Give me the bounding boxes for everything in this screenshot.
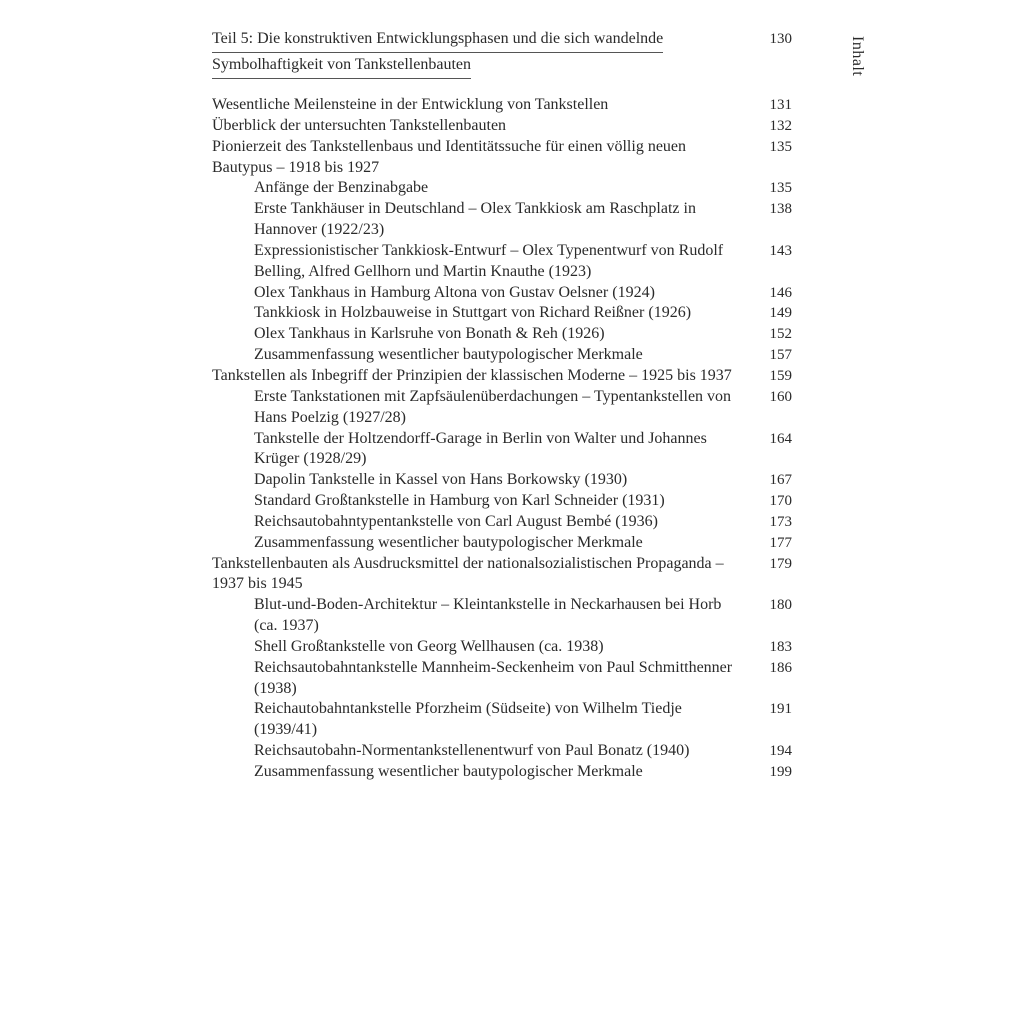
toc-subentry (212, 595, 792, 637)
toc-subentry (212, 241, 792, 283)
toc-entry (212, 95, 792, 116)
part-page-number: 130 (769, 31, 792, 47)
toc-entry-page: 183 (769, 638, 792, 655)
part-heading-line-2 (212, 54, 792, 80)
toc-entry-page: 131 (769, 97, 792, 113)
toc-entry-page: 177 (769, 534, 792, 551)
toc-subentry (212, 429, 792, 471)
toc-entry (212, 137, 792, 179)
toc-entry-title: Tankstellen als Inbegriff der Prinzipien der klassischen Moderne – 1925 bis 1937 (212, 366, 732, 384)
toc-entry-page: 167 (769, 472, 792, 489)
toc-entry-title: Reichautobahntankstelle Pforzheim (Südseite) von Wilhelm Tiedje (1939/41) (254, 700, 682, 739)
toc-entry-page: 194 (769, 743, 792, 760)
toc-subentry (212, 699, 792, 741)
toc-entry-page: 143 (769, 242, 792, 259)
toc-entry-title: Wesentliche Meilensteine in der Entwicklung von Tankstellen (212, 96, 609, 113)
toc-entry-title: Dapolin Tankstelle in Kassel von Hans Borkowsky (1930) (254, 471, 628, 489)
toc-entry-title: Shell Großtankstelle von Georg Wellhausen (ca. 1938) (254, 637, 604, 655)
toc-entry-page: 173 (769, 513, 792, 530)
toc-entry-page: 164 (769, 430, 792, 447)
toc-subentry (212, 178, 792, 199)
part-heading-line-1 (212, 28, 792, 54)
toc-entry-title: Reichsautobahntypentankstelle von Carl August Bembé (1936) (254, 512, 658, 530)
toc-entry-page: 149 (769, 305, 792, 322)
toc-entry-title: Standard Großtankstelle in Hamburg von Karl Schneider (1931) (254, 492, 665, 510)
toc-entry-title: Reichsautobahn-Normentankstellenentwurf von Paul Bonatz (1940) (254, 742, 690, 760)
table-of-contents (212, 95, 792, 783)
toc-subentry (212, 303, 792, 324)
toc-subentry (212, 345, 792, 366)
toc-entry-title: Anfänge der Benzinabgabe (254, 179, 429, 197)
toc-subentry (212, 491, 792, 512)
toc-entry-title: Erste Tankhäuser in Deutschland – Olex Tankkiosk am Raschplatz in Hannover (1922/23) (254, 200, 696, 239)
toc-entry-page: 135 (769, 138, 792, 155)
part-title-line-2: Symbolhaftigkeit von Tankstellenbauten (212, 54, 471, 79)
toc-entry (212, 554, 792, 596)
toc-entry-page: 179 (769, 555, 792, 572)
toc-subentry (212, 324, 792, 345)
toc-entry-title: Tankstellenbauten als Ausdrucksmittel der nationalsozialistischen Propaganda – 1937 bis 1945 (212, 554, 724, 593)
toc-entry-page: 199 (769, 764, 792, 780)
toc-subentry (212, 283, 792, 304)
toc-entry-page: 135 (769, 180, 792, 197)
toc-entry-title: Zusammenfassung wesentlicher bautypologischer Merkmale (254, 346, 643, 364)
toc-entry-title: Olex Tankhaus in Hamburg Altona von Gustav Oelsner (1924) (254, 283, 655, 301)
toc-subentry (212, 387, 792, 429)
toc-entry-title: Tankkiosk in Holzbauweise in Stuttgart von Richard Reißner (1926) (254, 304, 692, 322)
toc-entry-page: 191 (769, 701, 792, 718)
toc-subentry (212, 533, 792, 554)
toc-entry-page: 152 (769, 326, 792, 343)
toc-entry-page: 160 (769, 388, 792, 405)
toc-subentry (212, 762, 792, 783)
toc-entry-page: 180 (769, 597, 792, 614)
toc-entry-title: Zusammenfassung wesentlicher bautypologischer Merkmale (254, 533, 643, 551)
toc-subentry (212, 658, 792, 700)
toc-subentry (212, 637, 792, 658)
toc-entry-title: Überblick der untersuchten Tankstellenbauten (212, 116, 507, 134)
toc-subentry (212, 470, 792, 491)
toc-entry-title: Blut-und-Boden-Architektur – Kleintankstelle in Neckarhausen bei Horb (ca. 1937) (254, 596, 722, 635)
toc-subentry (212, 512, 792, 533)
toc-entry-page: 159 (769, 367, 792, 384)
part-title-line-1: Teil 5: Die konstruktiven Entwicklungsphasen und die sich wandelnde (212, 28, 663, 53)
toc-entry-page: 170 (769, 493, 792, 510)
toc-entry-title: Erste Tankstationen mit Zapfsäulenüberdachungen – Typentankstellen von Hans Poelzig (1927/28) (254, 387, 732, 426)
toc-entry-title: Reichsautobahntankstelle Mannheim-Seckenheim von Paul Schmitthenner (1938) (254, 658, 733, 697)
toc-subentry (212, 199, 792, 241)
toc-entry-title: Olex Tankhaus in Karlsruhe von Bonath & Reh (1926) (254, 325, 605, 343)
toc-entry-title: Pionierzeit des Tankstellenbaus und Identitätssuche für einen völlig neuen Bautypus – 1918 bis 1927 (212, 137, 687, 176)
toc-entry-page: 186 (769, 659, 792, 676)
toc-entry-page: 138 (769, 201, 792, 218)
toc-subentry (212, 741, 792, 762)
toc-entry-title: Zusammenfassung wesentlicher bautypologischer Merkmale (254, 763, 643, 780)
toc-entry-page: 146 (769, 284, 792, 301)
toc-entry-page: 157 (769, 347, 792, 364)
toc-entry (212, 116, 792, 137)
toc-entry-title: Tankstelle der Holtzendorff-Garage in Berlin von Walter und Johannes Krüger (1928/29) (254, 429, 707, 468)
toc-entry (212, 366, 792, 387)
toc-entry-title: Expressionistischer Tankkiosk-Entwurf – Olex Typenentwurf von Rudolf Belling, Alfred Gellhorn und Martin Knauthe (1923) (254, 241, 724, 280)
toc-entry-page: 132 (769, 117, 792, 134)
part-heading (212, 28, 792, 80)
side-label: Inhalt (849, 36, 866, 77)
